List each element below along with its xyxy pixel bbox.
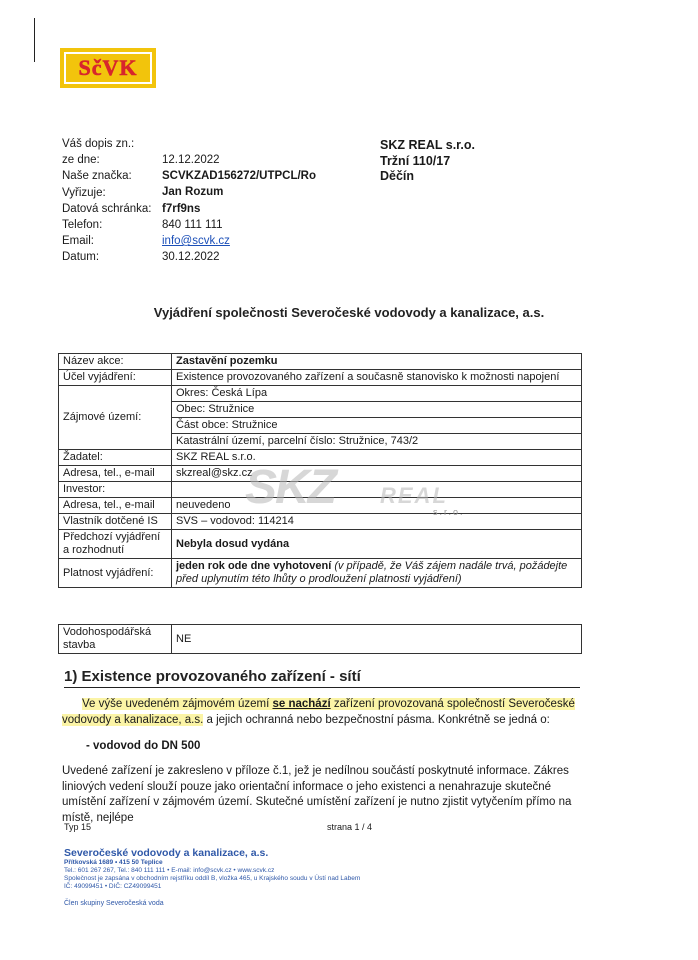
- label-datova-schranka: Datová schránka:: [62, 202, 152, 215]
- table-row: [59, 625, 582, 654]
- label-adresa-investor: Adresa, tel., e-mail: [59, 498, 172, 514]
- para-se-nachazi: se nachází: [272, 698, 331, 710]
- value-investor: [172, 482, 582, 498]
- value-telefon: 840 111 111: [162, 218, 223, 231]
- skz-watermark-real: REAL: [380, 483, 448, 508]
- table-row: [59, 530, 582, 559]
- value-okres: Okres: Česká Lípa: [172, 386, 582, 402]
- value-ze-dne: 12.12.2022: [162, 154, 220, 166]
- footer-company-block: [64, 847, 360, 891]
- paragraph-zakres: Uvedené zařízení je zakresleno v příloze č.1, jež je nedílnou součástí poskytnuté informace. Zákres liniových vedení slouží pouze jako orientační informace o jeho existenci a nenahrazuje skutečné umístění zařízení v zájmovém území. Skutečné umístění zařízení je nutno zjistit vytyčením přímo na místě, nejlépe: [62, 765, 572, 824]
- value-katastralni: Katastrální území, parcelní číslo: Stružnice, 743/2: [172, 434, 582, 450]
- label-vodohosp: Vodohospodářská stavba: [59, 625, 172, 654]
- label-telefon: Telefon:: [62, 219, 103, 232]
- label-vlastnik: Vlastník dotčené IS: [59, 514, 172, 530]
- label-ucel: Účel vyjádření:: [59, 370, 172, 386]
- label-zadatel: Žadatel:: [59, 450, 172, 466]
- value-nazev-akce: Zastavění pozemku: [172, 354, 582, 370]
- skz-watermark: SKZ: [245, 461, 335, 514]
- value-datova-schranka: f7rf9ns: [162, 202, 201, 215]
- label-investor: Investor:: [59, 482, 172, 498]
- addressee-name: SKZ REAL s.r.o.: [380, 138, 475, 152]
- footer-company-name: Severočeské vodovody a kanalizace, a.s.: [64, 847, 269, 859]
- label-adresa-zadatel: Adresa, tel., e-mail: [59, 466, 172, 482]
- value-datum: 30.12.2022: [162, 251, 220, 264]
- document-title: Vyjádření společnosti Severočeské vodovody a kanalizace, a.s.: [153, 305, 545, 320]
- table-row: [59, 354, 582, 370]
- value-adresa-investor: neuvedeno: [172, 498, 582, 514]
- para-text-a: Ve výše uvedeném zájmovém území: [82, 698, 273, 710]
- value-nase-znacka: SCVKZAD156272/UTPCL/Ro: [162, 170, 317, 183]
- header-values: [162, 152, 316, 265]
- platnost-italic: (v případě, že Váš zájem nadále trvá, požádejte před uplynutím této lhůty o prodloužení platnosti vyjádření): [176, 560, 568, 585]
- label-vas-dopis: Váš dopis zn.:: [62, 138, 135, 150]
- table-row: [59, 514, 582, 530]
- value-adresa-zadatel: skzreal@skz.cz: [172, 466, 582, 482]
- value-platnost: [172, 559, 582, 588]
- email-link[interactable]: info@scvk.cz: [162, 235, 230, 248]
- margin-mark: [34, 18, 35, 62]
- footer-registry: Společnost je zapsána v obchodním rejstříku oddíl B, vložka 465, u Krajského soudu v Ústí nad Labem: [64, 875, 361, 882]
- section-rule: [64, 687, 580, 688]
- footer-ids: IČ: 49099451 • DIČ: CZ49099451: [64, 883, 162, 890]
- table-row: [59, 386, 582, 402]
- paragraph-existence: [62, 697, 582, 728]
- value-ucel: Existence provozovaného zařízení a současně stanovisko k možnosti napojení: [172, 370, 582, 386]
- label-datum: Datum:: [62, 251, 100, 264]
- logo-text: SčVK: [78, 55, 138, 80]
- para-text-d: a jejich ochranná nebo bezpečnostní pásma. Konkrétně se jedná o:: [203, 713, 550, 726]
- value-vyrizuje: Jan Rozum: [162, 186, 224, 199]
- label-email: Email:: [62, 235, 94, 248]
- label-zajmove-uzemi: Zájmové území:: [59, 386, 172, 450]
- label-vyrizuje: Vyřizuje:: [62, 186, 106, 199]
- scvk-logo: [60, 48, 156, 88]
- skz-watermark-sro: s.r.o.: [433, 507, 465, 517]
- value-vodohosp: NE: [172, 625, 582, 654]
- value-zadatel: SKZ REAL s.r.o.: [172, 450, 582, 466]
- header-labels: [62, 136, 152, 266]
- label-nazev-akce: Název akce:: [59, 354, 172, 370]
- table-row: [59, 559, 582, 588]
- label-ze-dne: ze dne:: [62, 154, 100, 167]
- vodohosp-table: [58, 624, 582, 654]
- label-nase-znacka: Naše značka:: [62, 170, 132, 183]
- addressee-street: Tržní 110/17: [380, 153, 451, 168]
- addressee-city: Děčín: [380, 169, 415, 183]
- footer-contacts: Tel.: 601 267 267, Tel.: 840 111 111 • E-mail: info@scvk.cz • www.scvk.cz: [64, 867, 275, 874]
- value-cast-obce: Část obce: Stružnice: [172, 418, 582, 434]
- label-predchozi: Předchozí vyjádření a rozhodnutí: [59, 530, 172, 559]
- addressee-block: [380, 138, 475, 185]
- table-row: [59, 370, 582, 386]
- footer-typ: Typ 15: [64, 822, 92, 832]
- footer-page-number: strana 1 / 4: [327, 822, 373, 832]
- footer-address: Přítkovská 1689 • 415 50 Teplice: [64, 859, 163, 866]
- value-predchozi: Nebyla dosud vydána: [172, 530, 582, 559]
- footer-member: Člen skupiny Severočeská voda: [64, 900, 164, 907]
- bullet-vodovod: - vodovod do DN 500: [86, 740, 201, 752]
- label-platnost: Platnost vyjádření:: [59, 559, 172, 588]
- platnost-bold: jeden rok ode dne vyhotovení: [176, 560, 332, 572]
- value-vlastnik: SVS – vodovod: 114214: [172, 514, 582, 530]
- para-text-c: zařízení provozovaná společností Severočeské vodovody a kanalizace, a.s.: [62, 698, 575, 726]
- section-heading: 1) Existence provozovaného zařízení - sítí: [64, 668, 361, 685]
- value-obec: Obec: Stružnice: [172, 402, 582, 418]
